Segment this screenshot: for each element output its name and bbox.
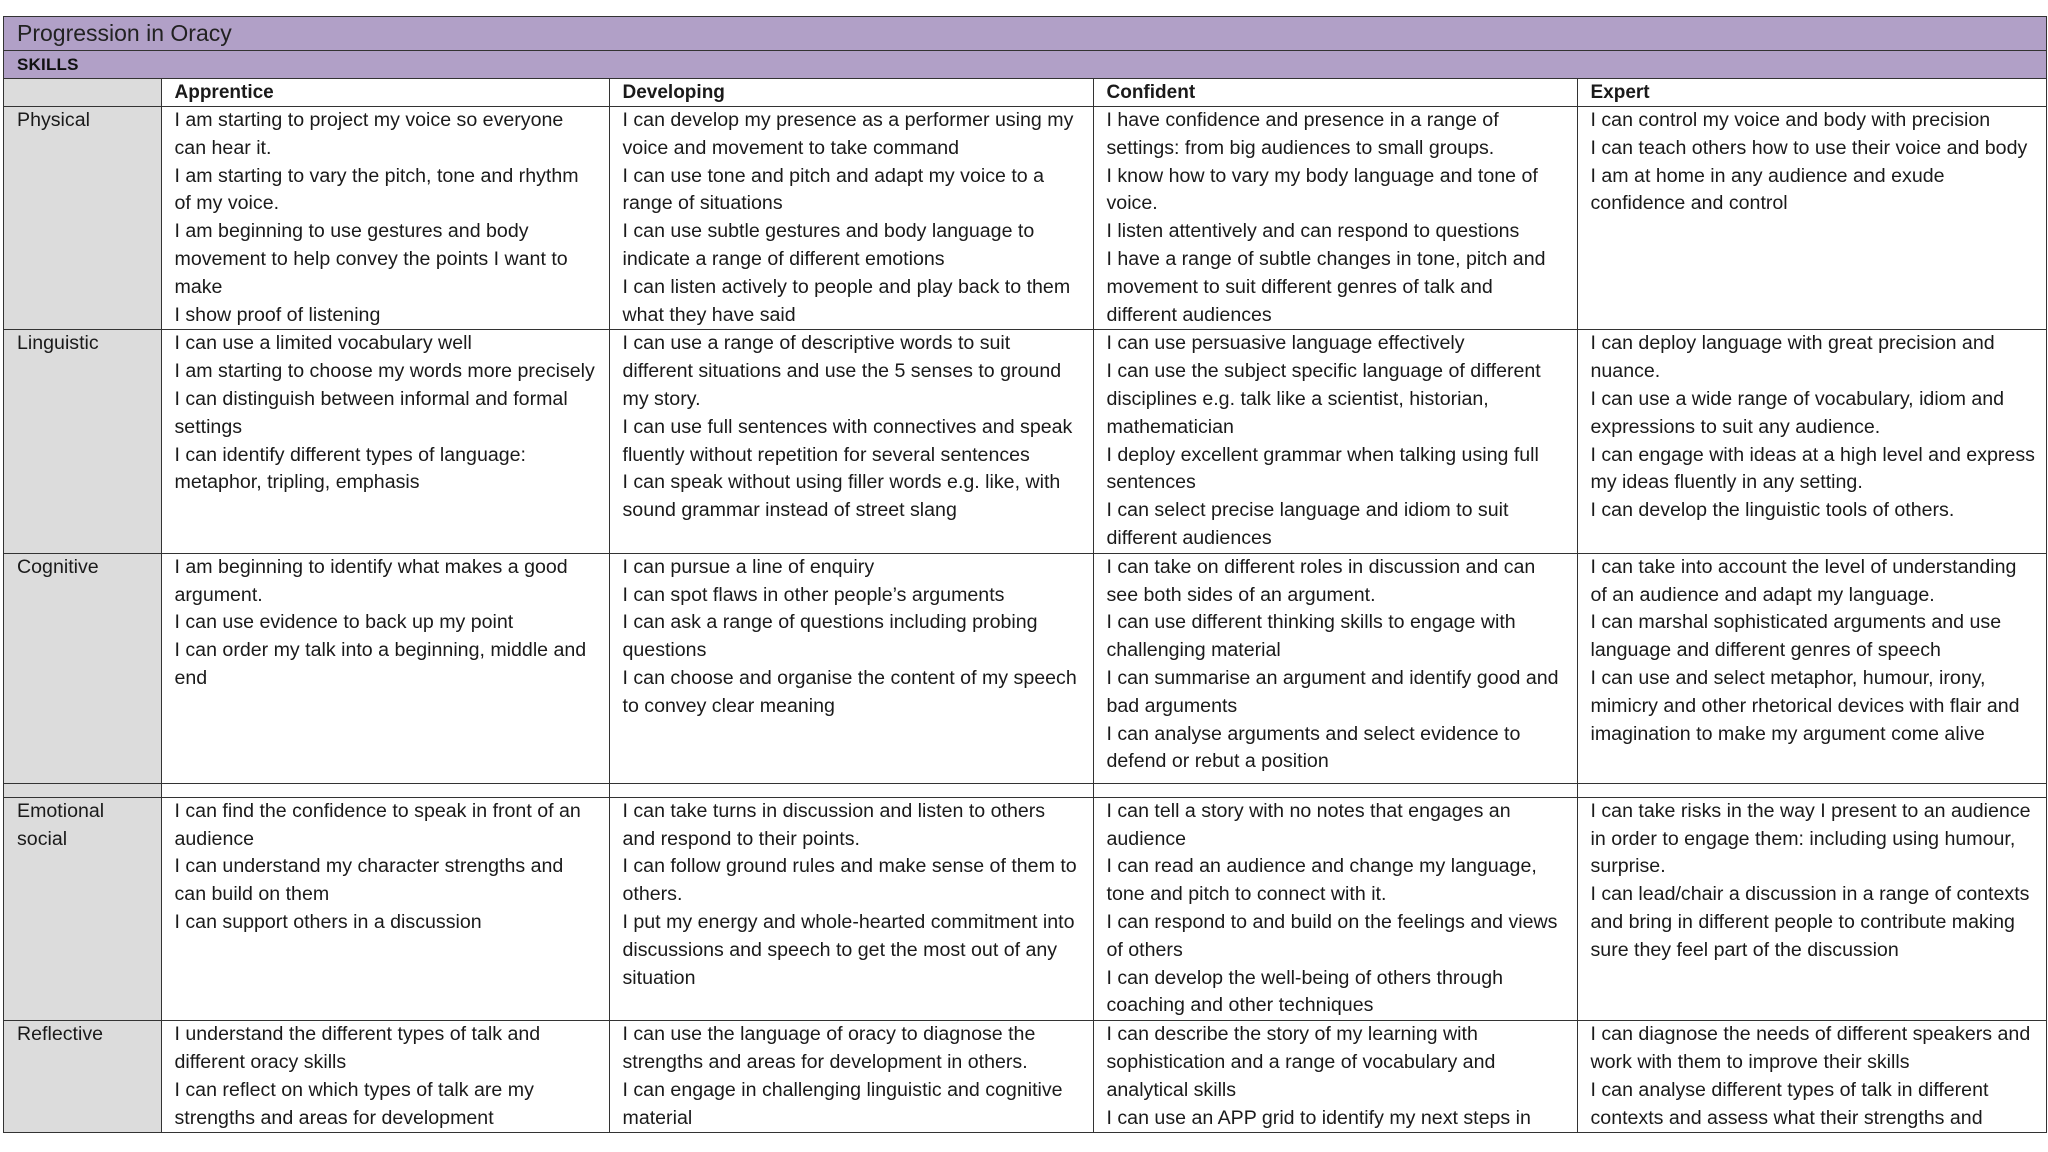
cell-statement: I can reflect on which types of talk are my strengths and areas for development <box>174 1078 534 1129</box>
row-label-linguistic: Linguistic <box>4 330 161 553</box>
cell-statement: I can engage in challenging linguistic and cognitive material <box>622 1078 1063 1129</box>
spacer-cell <box>4 783 161 797</box>
cell-statement: I can use evidence to back up my point <box>174 611 514 634</box>
cell-statement: I am starting to vary the pitch, tone and rhythm of my voice. <box>174 164 579 215</box>
table-row-cognitive <box>4 553 2046 783</box>
spacer-cell <box>1093 783 1577 797</box>
cell-statement: I can speak without using filler words e.g. like, with sound grammar instead of street slang <box>622 471 1061 522</box>
document-title: Progression in Oracy <box>4 17 2046 51</box>
cell-cognitive-expert <box>1577 553 2046 783</box>
cell-statement: I am at home in any audience and exude confidence and control <box>1590 164 1945 215</box>
cell-statement: I know how to vary my body language and tone of voice. <box>1106 164 1538 215</box>
cell-statement: I can use persuasive language effectively <box>1106 332 1465 355</box>
column-header-apprentice: Apprentice <box>161 79 609 107</box>
cell-cognitive-confident <box>1093 553 1577 783</box>
cell-statement: I listen attentively and can respond to questions <box>1106 220 1520 243</box>
cell-statement: I understand the different types of talk and different oracy skills <box>174 1023 541 1073</box>
spacer-cell <box>161 783 609 797</box>
row-label-cognitive: Cognitive <box>4 553 161 783</box>
cell-statement: I can use subtle gestures and body language to indicate a range of different emotions <box>622 220 1035 270</box>
spacer-cell <box>1577 783 2046 797</box>
cell-statement: I can deploy language with great precision and nuance. <box>1590 332 1995 383</box>
cell-statement: I am beginning to identify what makes a good argument. <box>174 555 568 606</box>
cell-statement: I am starting to project my voice so everyone can hear it. <box>174 109 564 159</box>
cell-statement: I can use different thinking skills to engage with challenging material <box>1106 611 1516 662</box>
cell-emotional-developing <box>609 797 1093 1020</box>
table-row-emotional-social <box>4 797 2046 1020</box>
cell-statement: I can identify different types of language: metaphor, tripling, emphasis <box>174 443 526 494</box>
cell-reflective-confident <box>1093 1021 1577 1133</box>
cell-statement: I can understand my character strengths and can build on them <box>174 855 564 906</box>
row-label-word: Emotional <box>17 799 105 822</box>
cell-statement: I can marshal sophisticated arguments and use language and different genres of speech <box>1590 611 2002 662</box>
cell-statement: I can find the confidence to speak in front of an audience <box>174 799 581 850</box>
cell-statement: I can order my talk into a beginning, middle and end <box>174 639 587 689</box>
cell-statement: I can describe the story of my learning with sophistication and a range of vocabulary and analytical skills <box>1106 1023 1496 1101</box>
cell-reflective-developing <box>609 1021 1093 1133</box>
spacer-row <box>4 783 2046 797</box>
cell-statement: I can analyse different types of talk in different contexts and assess what their strengths and <box>1590 1078 1989 1129</box>
cell-statement: I can use full sentences with connectives and speak fluently without repetition for several sentences <box>622 415 1073 466</box>
cell-statement: I can choose and organise the content of my speech to convey clear meaning <box>622 666 1077 717</box>
table-row-reflective <box>4 1021 2046 1133</box>
cell-statement: I can develop my presence as a performer using my voice and movement to take command <box>622 109 1074 159</box>
cell-statement: I can summarise an argument and identify good and bad arguments <box>1106 666 1559 717</box>
cell-statement: I can take risks in the way I present to an audience in order to engage them: including using humour, surprise. <box>1590 799 2031 878</box>
cell-reflective-apprentice <box>161 1021 609 1133</box>
cell-statement: I can use and select metaphor, humour, irony, mimicry and other rhetorical devices with flair and imagination to make my argument come alive <box>1590 666 2020 745</box>
cell-statement: I can take into account the level of understanding of an audience and adapt my language. <box>1590 555 2017 606</box>
cell-statement: I can ask a range of questions including probing questions <box>622 611 1038 662</box>
spacer-cell <box>609 783 1093 797</box>
corner-cell <box>4 79 161 107</box>
cell-physical-expert <box>1577 107 2046 330</box>
cell-linguistic-confident <box>1093 330 1577 553</box>
cell-statement: I can use a limited vocabulary well <box>174 332 472 355</box>
cell-statement: I put my energy and whole-hearted commitment into discussions and speech to get the most out of any situation <box>622 910 1075 989</box>
cell-linguistic-developing <box>609 330 1093 553</box>
cell-statement: I deploy excellent grammar when talking using full sentences <box>1106 443 1539 494</box>
table-row-linguistic <box>4 330 2046 553</box>
cell-statement: I can teach others how to use their voice and body <box>1590 136 2028 159</box>
cell-statement: I can respond to and build on the feelings and views of others <box>1106 910 1558 961</box>
column-header-expert: Expert <box>1577 79 2046 107</box>
cell-statement: I can use a wide range of vocabulary, idiom and expressions to suit any audience. <box>1590 387 2005 438</box>
cell-statement: I can spot flaws in other people’s arguments <box>622 583 1005 606</box>
cell-statement: I can use the subject specific language of different disciplines e.g. talk like a scientist, historian, mathematician <box>1106 360 1541 438</box>
column-header-row <box>4 79 2046 107</box>
cell-statement: I can develop the well-being of others through coaching and other techniques <box>1106 966 1503 1017</box>
cell-statement: I can listen actively to people and play back to them what they have said <box>622 275 1071 326</box>
column-header-developing: Developing <box>609 79 1093 107</box>
cell-cognitive-apprentice <box>161 553 609 783</box>
cell-statement: I have a range of subtle changes in tone, pitch and movement to suit different genres of talk and different audiences <box>1106 247 1546 326</box>
cell-statement: I can use tone and pitch and adapt my voice to a range of situations <box>622 164 1045 215</box>
cell-statement: I can develop the linguistic tools of others. <box>1590 499 1955 522</box>
cell-statement: I can follow ground rules and make sense of them to others. <box>622 855 1077 906</box>
cell-statement: I can engage with ideas at a high level and express my ideas fluently in any setting. <box>1590 443 2035 494</box>
cell-statement: I can support others in a discussion <box>174 910 482 933</box>
cell-statement: I can take on different roles in discussion and can see both sides of an argument. <box>1106 555 1536 606</box>
cell-emotional-apprentice <box>161 797 609 1020</box>
section-header-skills: SKILLS <box>4 51 2046 79</box>
cell-statement: I can read an audience and change my language, tone and pitch to connect with it. <box>1106 855 1537 906</box>
row-label-physical: Physical <box>4 107 161 330</box>
row-label-word: social <box>17 827 68 850</box>
table-row-physical <box>4 107 2046 330</box>
cell-emotional-expert <box>1577 797 2046 1020</box>
cell-statement: I have confidence and presence in a range of settings: from big audiences to small groups. <box>1106 109 1499 159</box>
cell-statement: I can use an APP grid to identify my next steps in <box>1106 1106 1531 1129</box>
cell-reflective-expert <box>1577 1021 2046 1133</box>
cell-statement: I can take turns in discussion and listen to others and respond to their points. <box>622 799 1046 850</box>
row-label-reflective: Reflective <box>4 1021 161 1133</box>
cell-statement: I show proof of listening <box>174 303 381 326</box>
cell-physical-apprentice <box>161 107 609 330</box>
skills-grid <box>4 79 2046 1133</box>
cell-cognitive-developing <box>609 553 1093 783</box>
column-header-confident: Confident <box>1093 79 1577 107</box>
cell-statement: I can pursue a line of enquiry <box>622 555 875 578</box>
cell-statement: I can select precise language and idiom to suit different audiences <box>1106 499 1509 549</box>
oracy-progression-table <box>3 16 2047 1133</box>
cell-emotional-confident <box>1093 797 1577 1020</box>
cell-physical-confident <box>1093 107 1577 330</box>
cell-statement: I am starting to choose my words more precisely <box>174 360 595 383</box>
row-label-emotional-social <box>4 797 161 1020</box>
cell-statement: I can lead/chair a discussion in a range of contexts and bring in different people to contribute making sure they feel part of the discussion <box>1590 883 2030 961</box>
cell-statement: I can control my voice and body with precision <box>1590 109 1991 131</box>
cell-statement: I can distinguish between informal and formal settings <box>174 387 568 438</box>
cell-statement: I can diagnose the needs of different speakers and work with them to improve their skills <box>1590 1023 2031 1073</box>
cell-statement: I can use the language of oracy to diagnose the strengths and areas for development in others. <box>622 1023 1036 1073</box>
cell-physical-developing <box>609 107 1093 330</box>
cell-statement: I am beginning to use gestures and body movement to help convey the points I want to make <box>174 220 568 298</box>
cell-linguistic-expert <box>1577 330 2046 553</box>
cell-linguistic-apprentice <box>161 330 609 553</box>
cell-statement: I can tell a story with no notes that engages an audience <box>1106 799 1511 850</box>
cell-statement: I can use a range of descriptive words to suit different situations and use the 5 senses to ground my story. <box>622 332 1062 410</box>
cell-statement: I can analyse arguments and select evidence to defend or rebut a position <box>1106 722 1521 773</box>
